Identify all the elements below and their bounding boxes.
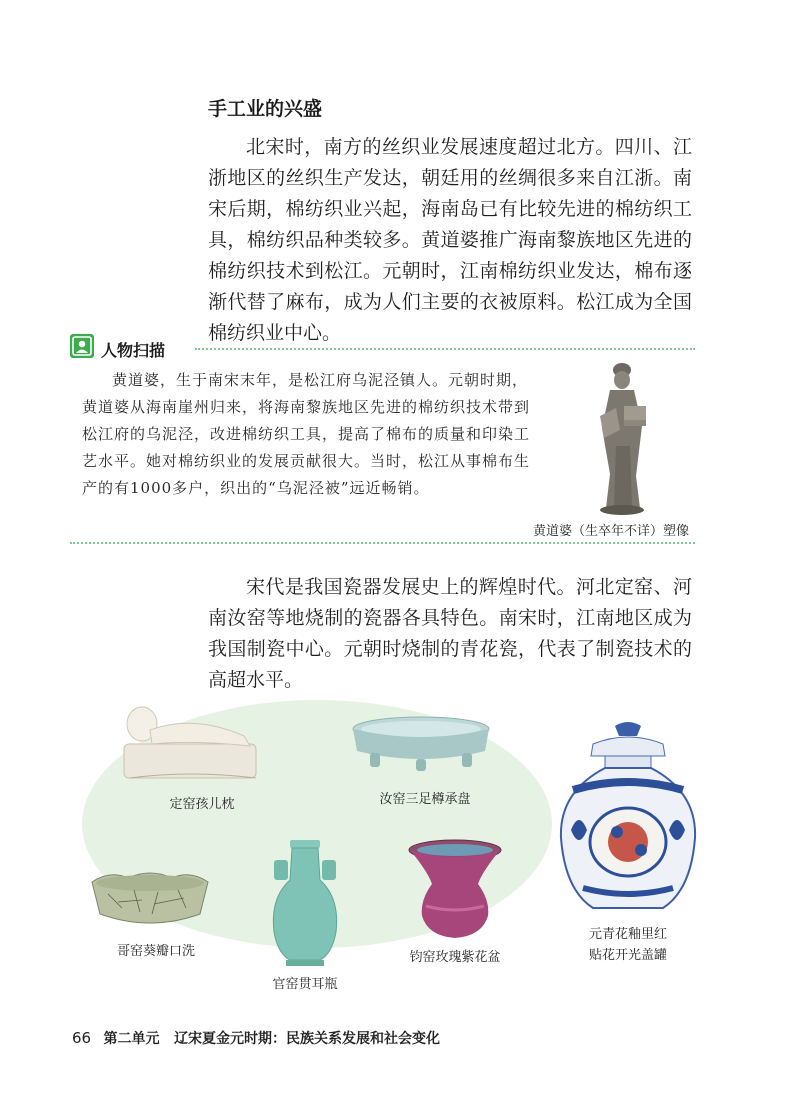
ge-kiln-washer-image <box>88 868 212 932</box>
dotted-divider-bottom <box>70 542 695 544</box>
caption-guan: 官窑贯耳瓶 <box>272 977 338 992</box>
dotted-divider-top <box>195 348 695 350</box>
paragraph-porcelain: 宋代是我国瓷器发展史上的辉煌时代。河北定窑、河南汝窑等地烧制的瓷器各具特色。南宋时，江南地区成为我国制瓷中心。元朝时烧制的青花瓷，代表了制瓷技术的高超水平。 <box>208 576 692 691</box>
person-scan-title: 人物扫描 <box>101 341 166 360</box>
footer-unit: 第二单元 <box>103 1031 160 1047</box>
caption-yuan-line1: 元青花釉里红 <box>588 927 667 942</box>
caption-ding: 定窑孩儿枕 <box>169 797 235 812</box>
ding-kiln-pillow-image <box>112 700 268 784</box>
paragraph-textile: 北宋时，南方的丝织业发展速度超过北方。四川、江浙地区的丝织生产发达，朝廷用的丝绸很多来自江浙。南宋后期，棉纺织业兴起，海南岛已有比较先进的棉纺织工具，棉纺织品种类较多。黄道婆推广海南黎族地区先进的棉纺织技术到松江。元朝时，江南棉纺织业发达，棉布逐渐代替了麻布，成为人们主要的衣被原料。松江成为全国棉纺织业中心。 <box>208 136 692 344</box>
caption-jun: 钧窑玫瑰紫花盆 <box>409 950 501 965</box>
caption-yuan <box>572 924 684 966</box>
page-number: 66 <box>72 1029 92 1047</box>
page-footer <box>72 1028 440 1048</box>
person-scan-icon <box>70 334 94 358</box>
statue-caption: 黄道婆（生卒年不详）塑像 <box>533 524 690 539</box>
footer-chapter: 辽宋夏金元时期：民族关系发展和社会变化 <box>174 1031 440 1047</box>
caption-yuan-line2: 贴花开光盖罐 <box>588 948 667 963</box>
caption-ge: 哥窑葵瓣口洗 <box>116 944 195 959</box>
ru-kiln-tray-image <box>350 715 492 773</box>
yuan-blue-white-jar-image <box>553 720 703 914</box>
person-scan-text: 黄道婆，生于南宋末年，是松江府乌泥泾镇人。元朝时期，黄道婆从海南崖州归来，将海南黎族地区先进的棉纺织技术带到松江府的乌泥泾，改进棉纺织工具，提高了棉布的质量和印染工艺水平。她对棉纺织业的发展贡献很大。当时，松江从事棉布生产的有1000多户，织出的“乌泥泾被”远近畅销。 <box>82 371 531 497</box>
guan-kiln-vase-image <box>264 836 346 968</box>
section-heading: 手工业的兴盛 <box>208 98 323 120</box>
caption-ru: 汝窑三足樽承盘 <box>379 792 471 807</box>
huang-daopo-statue-image <box>586 356 658 518</box>
jun-kiln-flowerpot-image <box>406 838 504 940</box>
